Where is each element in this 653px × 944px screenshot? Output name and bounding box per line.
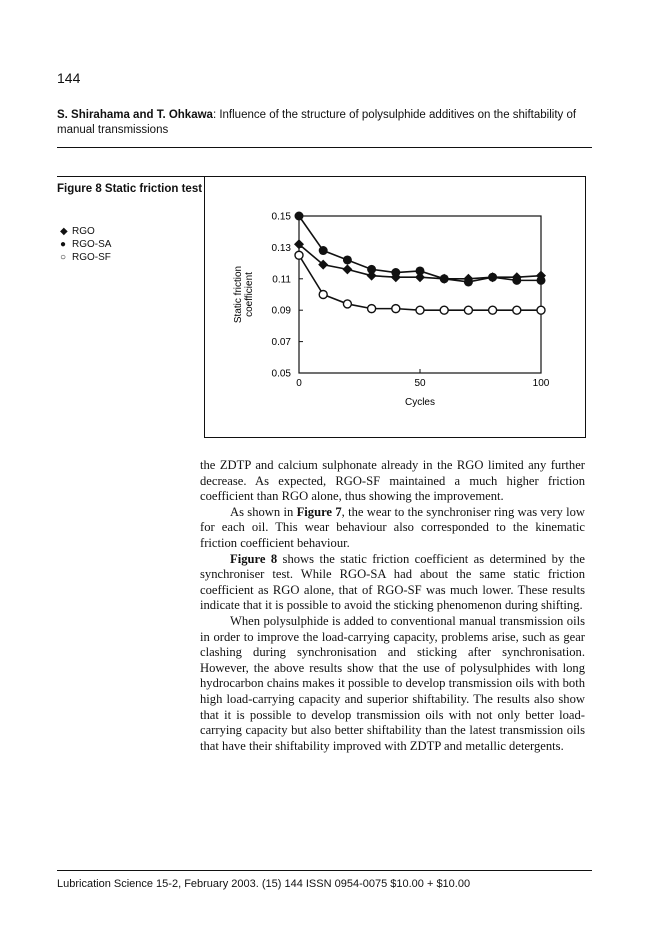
data-point xyxy=(319,246,328,255)
paragraph: the ZDTP and calcium sulphonate already in the RGO limited any further decrease. As expected, RGO-SF maintained a much higher friction coefficient than RGO alone, thus showing the improvement. xyxy=(200,458,585,504)
page-number: 144 xyxy=(57,70,81,86)
data-point xyxy=(368,305,376,313)
figure-caption: Figure 8 Static friction test xyxy=(57,183,203,195)
data-point xyxy=(367,265,376,274)
data-point xyxy=(488,273,497,282)
diamond-marker-icon: ◆ xyxy=(60,226,68,237)
legend-item-rgo-sf xyxy=(60,251,111,264)
data-point xyxy=(440,274,449,283)
data-point xyxy=(464,306,472,314)
data-point xyxy=(489,306,497,314)
footer-rule xyxy=(57,870,592,871)
data-point xyxy=(391,268,400,277)
header-authors: S. Shirahama and T. Ohkawa xyxy=(57,109,213,121)
paragraph xyxy=(200,552,585,614)
x-tick-label: 100 xyxy=(532,378,550,389)
data-point xyxy=(319,291,327,299)
data-point xyxy=(295,212,304,221)
data-point xyxy=(343,255,352,264)
plot-frame xyxy=(299,216,541,373)
static-friction-chart xyxy=(204,176,586,438)
caption-rule xyxy=(57,176,207,177)
figure-legend xyxy=(60,225,111,264)
text-run: As shown in xyxy=(230,504,297,519)
data-point xyxy=(343,300,351,308)
data-point xyxy=(537,306,545,314)
y-axis-label-line1: Static friction xyxy=(233,265,244,324)
text-run: shows the static friction coefficient as determined by the synchroniser test. While RGO-SA had about the same static friction coefficient as RGO alone, that of RGO-SF was much lower. These results indicate that it is possible to avoid the sticking phenomenon during shifting. xyxy=(200,551,586,613)
data-point xyxy=(295,251,303,259)
y-tick-label: 0.11 xyxy=(272,274,291,286)
footer: Lubrication Science 15-2, February 2003. (15) 144 ISSN 0954-0075 $10.00 + $10.00 xyxy=(57,878,471,890)
x-axis xyxy=(296,369,550,389)
running-header xyxy=(57,108,597,138)
x-tick-label: 50 xyxy=(414,378,426,389)
header-title: : Influence of the structure of polysulphide additives on the shiftability of manual transmissions xyxy=(57,109,577,136)
legend-label: RGO xyxy=(72,226,95,237)
x-axis-label: Cycles xyxy=(404,397,436,408)
header-rule xyxy=(57,147,592,148)
y-tick-label: 0.05 xyxy=(271,368,291,380)
y-tick-label: 0.09 xyxy=(271,305,291,317)
y-tick-label: 0.15 xyxy=(271,211,291,223)
legend-label: RGO-SA xyxy=(72,239,112,250)
data-point xyxy=(416,306,424,314)
y-tick-label: 0.13 xyxy=(271,242,291,254)
data-point xyxy=(416,266,425,275)
series-line xyxy=(299,255,541,310)
data-point xyxy=(392,305,400,313)
y-tick-label: 0.07 xyxy=(271,337,291,349)
legend-label: RGO-SF xyxy=(72,252,111,263)
y-axis xyxy=(272,212,303,380)
figure-reference: Figure 8 xyxy=(230,551,278,566)
filled-circle-marker-icon: ● xyxy=(60,239,67,250)
legend-item-rgo xyxy=(60,225,111,238)
open-circle-marker-icon: ○ xyxy=(60,252,67,263)
series-rgo-sf xyxy=(295,251,545,314)
data-point xyxy=(440,306,448,314)
paragraph: When polysulphide is added to conventional manual transmission oils in order to improve the load-carrying capacity, problems arise, such as gear clashing during synchronisation and sticking after synchronisation. However, the above results show that the use of polysulphides with long hydrocarbon chains makes it possible to develop transmission oils with both high load-carrying capacity and superior shiftability. The results also show that it is possible to develop transmission oils with not only better load-carrying capacity but also better shiftability than the latest transmission oils that have their shiftability improved with ZDTP and metallic detergents. xyxy=(200,613,585,753)
series-rgo-sa xyxy=(295,212,546,287)
paragraph xyxy=(200,505,585,552)
series-rgo xyxy=(294,239,546,284)
data-point xyxy=(537,276,546,285)
data-point xyxy=(342,264,352,274)
y-axis-label-line2: coefficient xyxy=(244,272,255,317)
legend-item-rgo-sa xyxy=(60,238,111,251)
data-point xyxy=(513,306,521,314)
data-point xyxy=(464,277,473,286)
plot-area xyxy=(299,216,541,373)
x-tick-label: 0 xyxy=(296,378,302,389)
data-point xyxy=(512,276,521,285)
figure-reference: Figure 7 xyxy=(296,504,342,519)
text-run: , the wear to the synchroniser ring was very low for each oil. This wear behaviour also corresponded to the kinematic friction coefficient behaviour. xyxy=(200,504,585,550)
series-layer xyxy=(294,212,546,315)
body-text xyxy=(200,458,585,754)
